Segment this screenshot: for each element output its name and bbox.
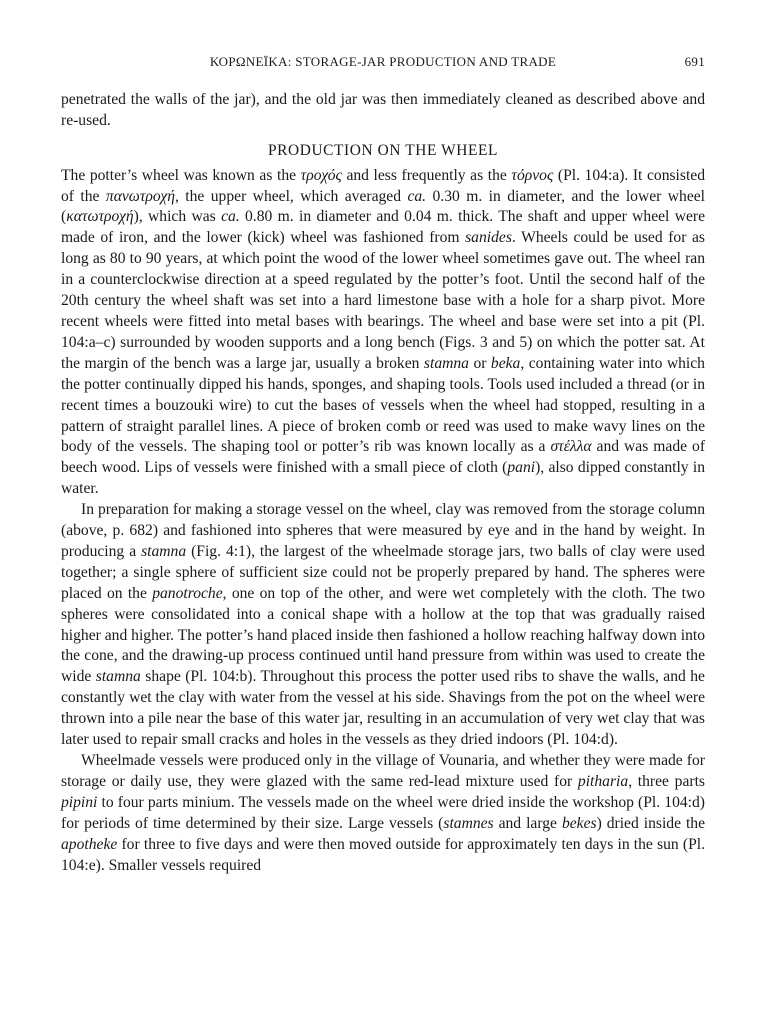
italic-abbrev: ca. [221,208,240,226]
paragraph-wheelmade-vessels [61,751,705,876]
running-head [61,52,705,73]
text-run: (Pl. 104:a). It consisted of the [61,166,706,205]
greek-term: τροχός [300,166,342,184]
text-run: and was made of beech wood. Lips of vessels were finished with a small piece of cloth ( [61,438,706,477]
text-run: shape (Pl. 104:b). Throughout this process the potter used ribs to shave the walls, and he constantly wet the clay with water from the vessel at his side. Shavings from the pot on the wheel were thrown into a pile near the base of this water jar, resulting in an accumulation of very wet clay that was later used to repair small cracks and holes in the vessels as they dried indoors (Pl. 104:d). [61,668,705,749]
text-run: and large [493,814,562,832]
page [61,52,705,876]
italic-term: panotroche [152,584,223,602]
text-run: ) dried inside the [596,814,706,832]
italic-term: stamnes [443,814,494,832]
italic-term: pipini [61,793,98,811]
greek-term: κατωτροχή [66,208,134,226]
running-title: ΚΟΡΩΝΕΪΚΑ: STORAGE-JAR PRODUCTION AND TRADE [209,54,557,69]
text-run: , one on top of the other, and were wet completely with the cloth. The two spheres were consolidated into a conical shape with a hollow at the top that was gradually raised higher and higher. The potter’s hand placed inside then fashioned a hollow reaching halfway down into the cone, and the drawing-up process continued until hand pressure from within was used to create the wide [61,584,705,686]
text-run: Wheelmade vessels were produced only in the village of Vounaria, and whether they were made for storage or daily use, they were glazed with the same red-lead mixture used for [61,752,705,790]
paragraph-potters-wheel [61,166,705,501]
greek-term: πανωτροχή [105,187,175,205]
greek-term: στέλλα [550,438,592,456]
text-run: 0.80 m. in diameter and 0.04 m. thick. The shaft and upper wheel were made of iron, and the lower (kick) wheel was fashioned from [61,208,705,247]
intro-paragraph: penetrated the walls of the jar), and the old jar was then immediately cleaned as described above and re-used. [61,90,705,129]
italic-term: pitharia [577,772,629,790]
text-run: ), also dipped constantly in water. [61,459,705,498]
text-run: The potter’s wheel was known as the [61,166,301,184]
italic-term: apotheke [61,835,118,853]
text-run: , three parts [628,772,705,790]
text-run: ), which was [133,208,222,226]
text-run: In preparation for making a storage vessel on the wheel, clay was removed from the storage column (above, p. 682) and fashioned into spheres that were measured by eye and in the hand by weight. In producing a [61,501,705,560]
italic-term: pani [507,459,536,477]
italic-term: stamna [141,542,187,560]
italic-term: bekes [561,814,597,832]
page-number: 691 [684,54,705,69]
italic-term: beka [490,354,521,372]
text-run: to four parts minium. The vessels made on the wheel were dried inside the workshop (Pl. 104:d) for periods of time determined by their size. Large vessels ( [61,793,705,832]
paragraph-storage-vessel [61,500,705,751]
italic-term: stamna [423,354,469,372]
text-run: 0.30 m. in diameter, and the lower wheel ( [61,187,706,226]
italic-term: sanides [465,229,512,247]
text-run: or [468,354,491,372]
text-run: (Fig. 4:1), the largest of the wheelmade storage jars, two balls of clay were used together; a single sphere of sufficient size could not be properly prepared by hand. The spheres were placed on the [61,542,705,602]
text-run: for three to five days and were then moved outside for approximately ten days in the sun (Pl. 104:e). Smaller vessels required [61,835,705,874]
text-run: . Wheels could be used for as long as 80 to 90 years, at which point the wood of the lower wheel sometimes gave out. The wheel ran in a counterclockwise direction at a speed regulated by the potter’s foot. Until the second half of the 20th century the wheel shaft was set into a hard limestone base with a hole for a sharp pivot. More recent wheels were fitted into metal bases with bearings. The wheel and base were set into a pit (Pl. 104:a–c) surrounded by wooden supports and a long bench (Figs. 3 and 5) on which the potter sat. At the margin of the bench was a large jar, usually a broken [61,229,705,372]
italic-term: stamna [95,668,141,686]
text-run: , the upper wheel, which averaged [174,187,408,205]
greek-term: τόρνος [511,166,554,184]
text-run: and less frequently as the [341,166,512,184]
section-title: PRODUCTION ON THE WHEEL [268,141,498,159]
italic-abbrev: ca. [407,187,427,205]
text-run: , containing water into which the potter continually dipped his hands, sponges, and shaping tools. Tools used included a thread (or in recent times a bouzouki wire) to cut the bases of vessels when the wheel had stopped, resulting in a pattern of straight parallel lines. A piece of broken comb or reed was used to make wavy lines on the body of the vessels. The shaping tool or potter’s rib was known locally as a [61,354,705,456]
